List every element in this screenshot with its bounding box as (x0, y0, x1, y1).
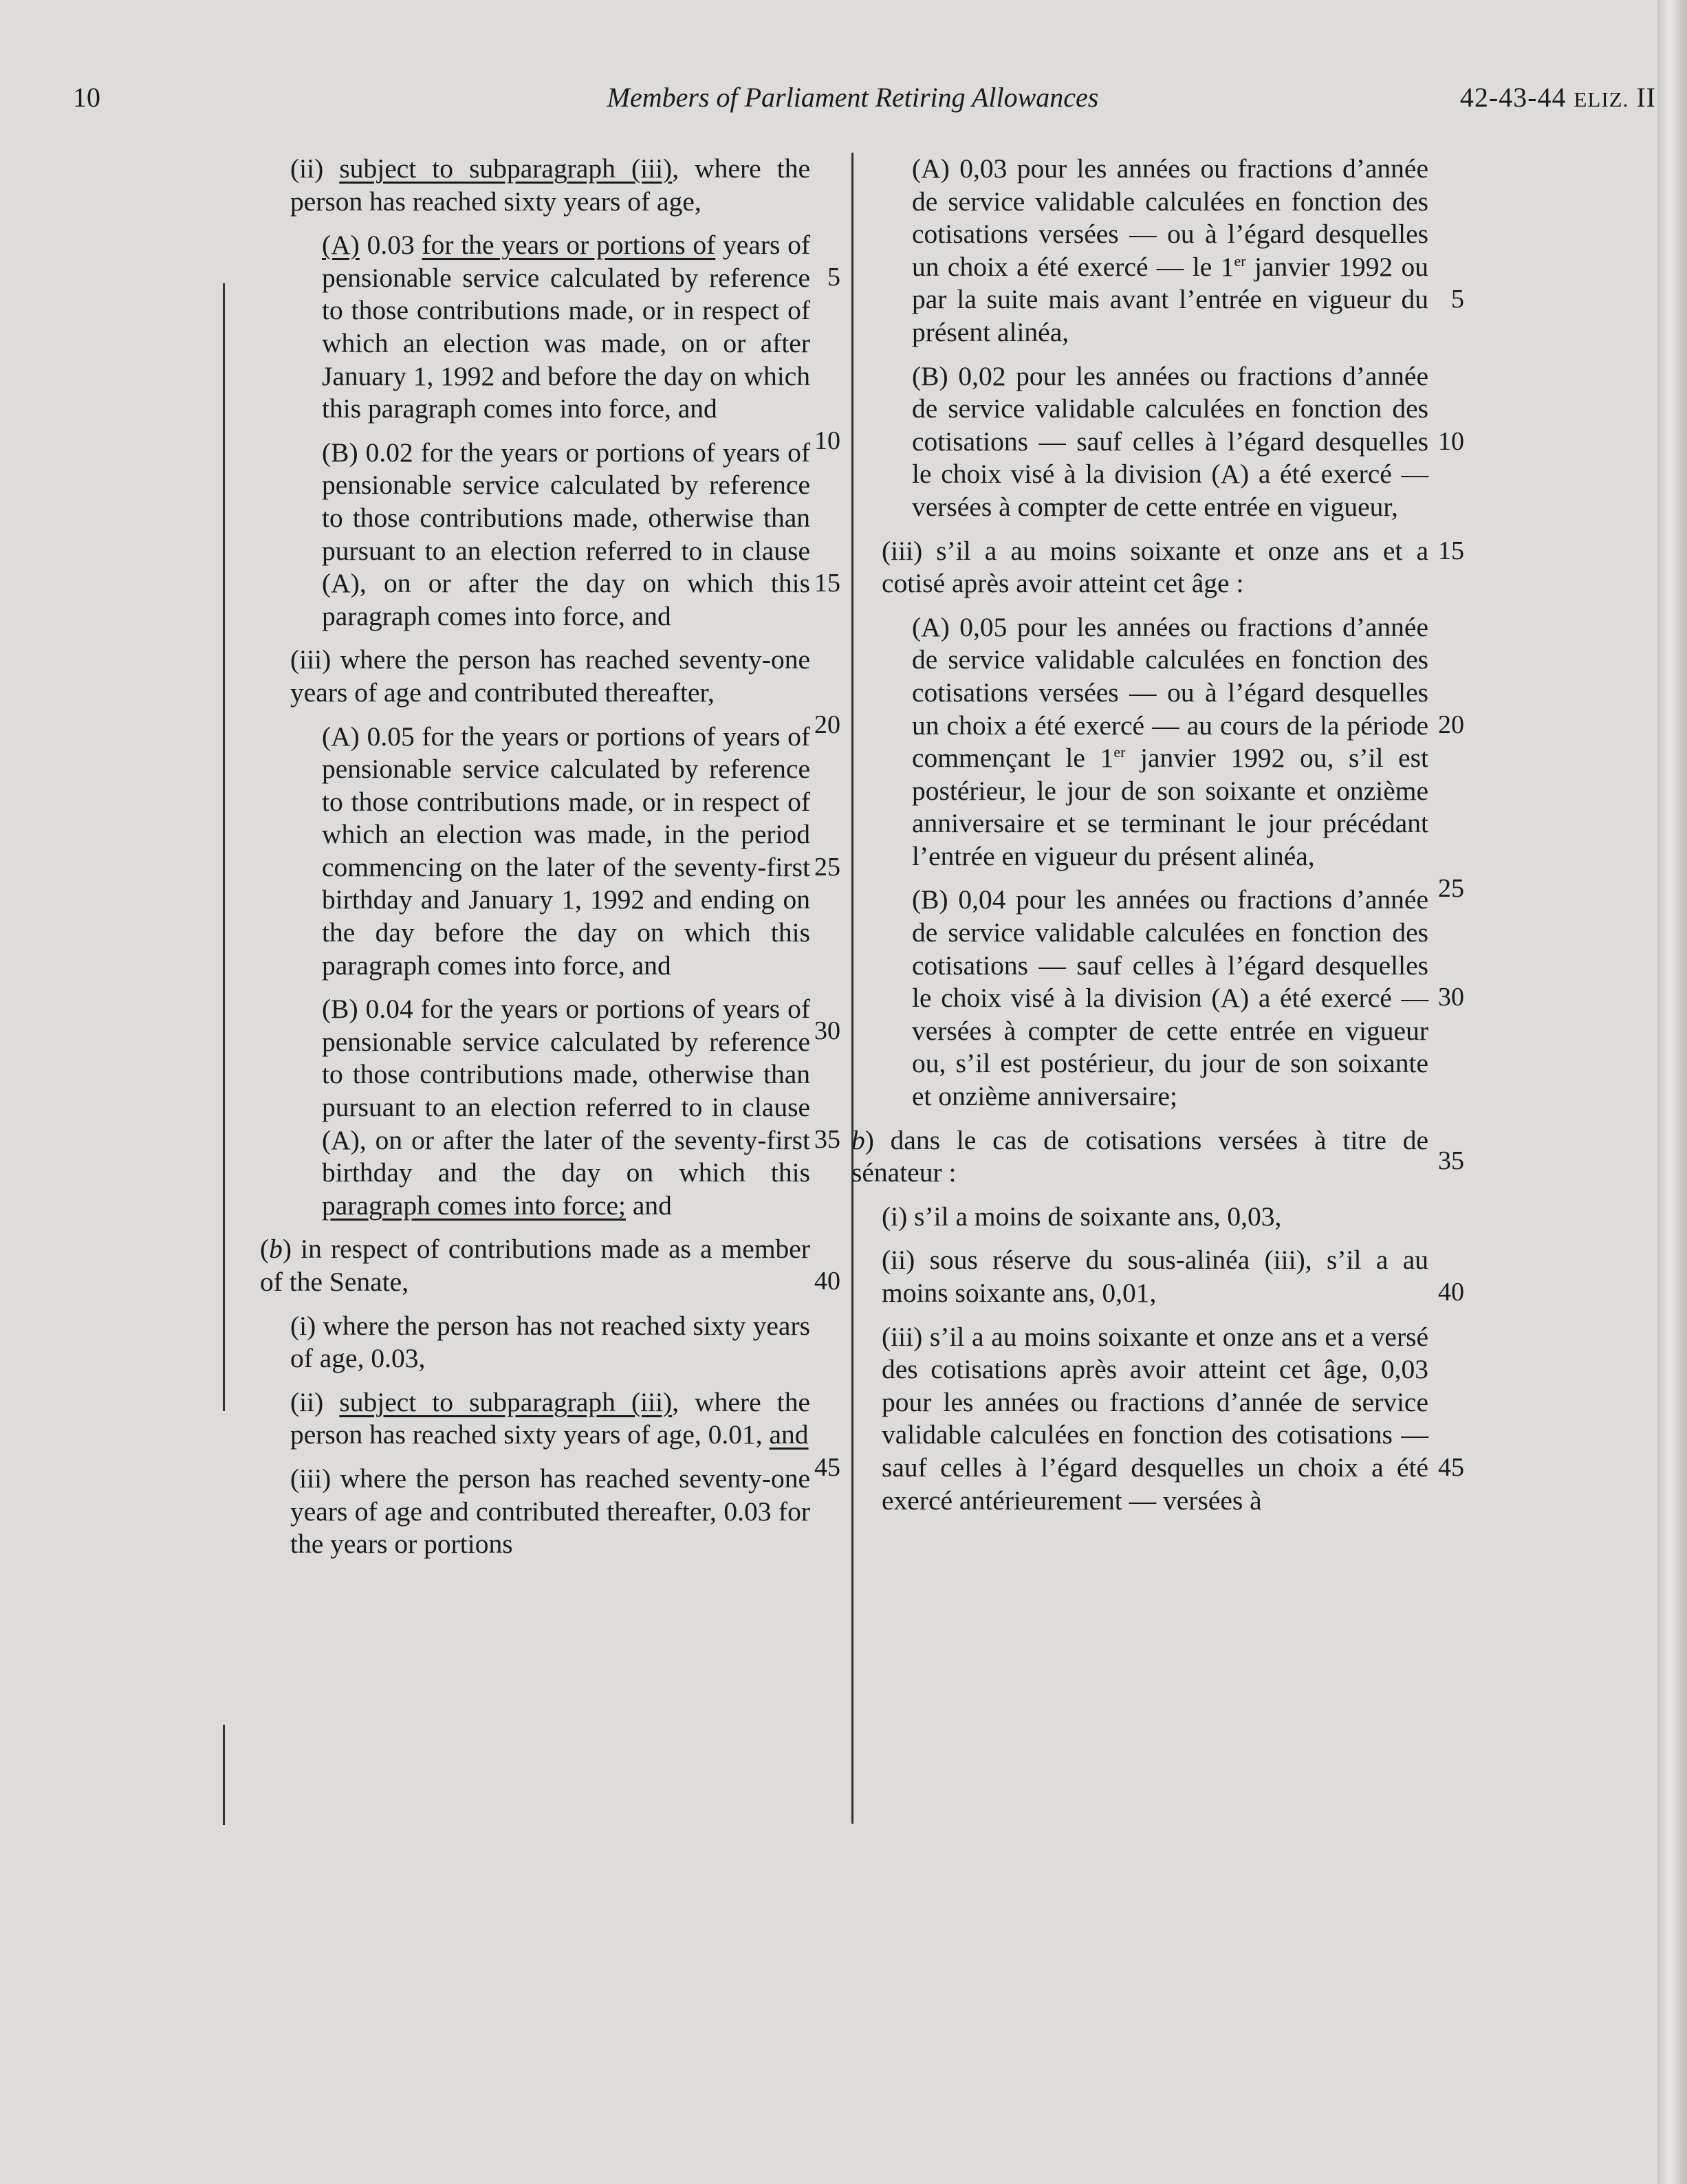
line-number: 25 (814, 852, 840, 882)
running-header (0, 81, 1657, 122)
line-number: 20 (1438, 710, 1464, 739)
division-b: (B) 0,04 pour les années ou fractions d’année de service validable calculées en fonction des cotisations — sauf celles à l’égard desquelles le choix visé à la division (A) a été exercé — versées à compter de cette entrée en vigueur ou, s’il est postérieur, du jour de son soixante et onzième anniversaire; 30 35 (912, 884, 1428, 1113)
sous-alinea-i: (i) s’il a moins de soixante ans, 0,03, (882, 1201, 1282, 1232)
subparagraph-iii: (iii) where the person has reached seventy-one years of age and contributed thereafter, 20 (290, 644, 810, 709)
line-number: 30 (1438, 983, 1464, 1012)
subparagraph-iii: (iii) where the person has reached seventy-one years of age and contributed thereafter, 0.03 for the years or portions (290, 1463, 810, 1560)
paragraph-b: (b) in respect of contributions made as a member of the Senate, 40 (260, 1234, 840, 1297)
division-a: (A) 0,05 pour les années ou fractions d’année de service validable calculées en fonction des cotisations versées — ou à l’égard desquelles un choix a été exercé — au cours de la période commençant le 1er janvier 1992 ou, s’il est postérieur, le jour de son soixante et onzième anniversaire et se terminant le jour précédant l’entrée en vigueur du présent alinéa, 20 25 (912, 611, 1428, 873)
line-number: 40 (1438, 1278, 1464, 1307)
line-number: 40 (814, 1267, 840, 1296)
line-number: 10 (1438, 426, 1464, 456)
change-bar (223, 283, 225, 1411)
line-number: 45 (814, 1452, 840, 1482)
sous-alinea-ii: (ii) sous réserve du sous-alinéa (iii), s’il a au moins soixante ans, 0,01, 40 (882, 1245, 1464, 1308)
french-column (851, 153, 1464, 1528)
page-number: 10 (73, 82, 100, 113)
subparagraph-ii: (ii) subject to subparagraph (iii), where the person has reached sixty years of age, 0.01, and 45 (290, 1386, 810, 1452)
line-number: 45 (1438, 1452, 1464, 1482)
page-title: Members of Parliament Retiring Allowances (607, 82, 1099, 113)
clause-b: (B) 0.04 for the years or portions of years of pensionable service calculated by reference to those contributions made, otherwise than pursuant to an election referred to in clause (A), on or after the later of the seventy-first birthday and the day on which this paragraph comes into force; and 35 (322, 994, 840, 1221)
line-number: 35 (1438, 1146, 1464, 1176)
line-number: 10 (814, 426, 840, 456)
english-column (260, 153, 840, 1572)
line-number: 5 (1451, 285, 1464, 314)
line-number: 20 (814, 710, 840, 740)
subparagraph-i: (i) where the person has not reached sixty years of age, 0.03, (290, 1310, 810, 1374)
division-b: (B) 0,02 pour les années ou fractions d’année de service validable calculées en fonction des cotisations — sauf celles à l’égard desquelles le choix visé à la division (A) a été exercé — versées à compter de cette entrée en vigueur, 10 (912, 360, 1464, 522)
clause-a: (A) 0.05 for the years or portions of years of pensionable service calculated by reference to those contributions made, or in respect of which an election was made, in the period commencing on the later of the seventy-first birthday and January 1, 1992 and ending on the day before the day on which this paragraph comes into force, and 25 30 (322, 721, 810, 983)
clause-b: (B) 0.02 for the years or portions of years of pensionable service calculated by reference to those contributions made, otherwise than pursuant to an election referred to in clause (A), on or after the day on which this paragraph comes into force, and 15 (322, 437, 840, 631)
line-number: 25 (1438, 873, 1464, 903)
line-number: 5 (827, 263, 840, 292)
alinea-b: b) dans le cas de cotisations versées à titre de sénateur : (851, 1124, 1428, 1188)
regnal-year: 42-43-44 ELIZ. II (1459, 82, 1656, 113)
line-number: 30 (814, 1016, 840, 1045)
clause-a: (A) 0.03 for the years or portions of years of pensionable service calculated by reference to those contributions made, or in respect of which an election was made, on or after January 1, 1992 and before the day on which this paragraph comes into force, and 5 10 (322, 229, 810, 426)
sous-alinea-iii: (iii) s’il a au moins soixante et onze ans et a versé des cotisations après avoir atteint cet âge, 0,03 pour les années ou fractions d’année de service validable calculées en fonction des cotisations — sauf celles à l’égard desquelles un choix a été exercé antérieurement — versées à 45 (882, 1321, 1464, 1516)
division-a: (A) 0,03 pour les années ou fractions d’année de service validable calculées en fonction des cotisations versées — ou à l’égard desquelles un choix a été exercé — le 1er janvier 1992 ou par la suite mais avant l’entrée en vigueur du présent alinéa, 5 (912, 153, 1464, 347)
sous-alinea-iii: (iii) s’il a au moins soixante et onze ans et a cotisé après avoir atteint cet âge : 15 (882, 535, 1464, 599)
line-number: 35 (814, 1125, 840, 1155)
line-number: 15 (1438, 536, 1464, 565)
line-number: 15 (814, 568, 840, 598)
page-edge (1657, 0, 1687, 2184)
subparagraph-ii: (ii) subject to subparagraph (iii), where the person has reached sixty years of age, (290, 153, 810, 217)
column-divider (851, 153, 853, 1824)
change-bar (223, 1725, 225, 1825)
